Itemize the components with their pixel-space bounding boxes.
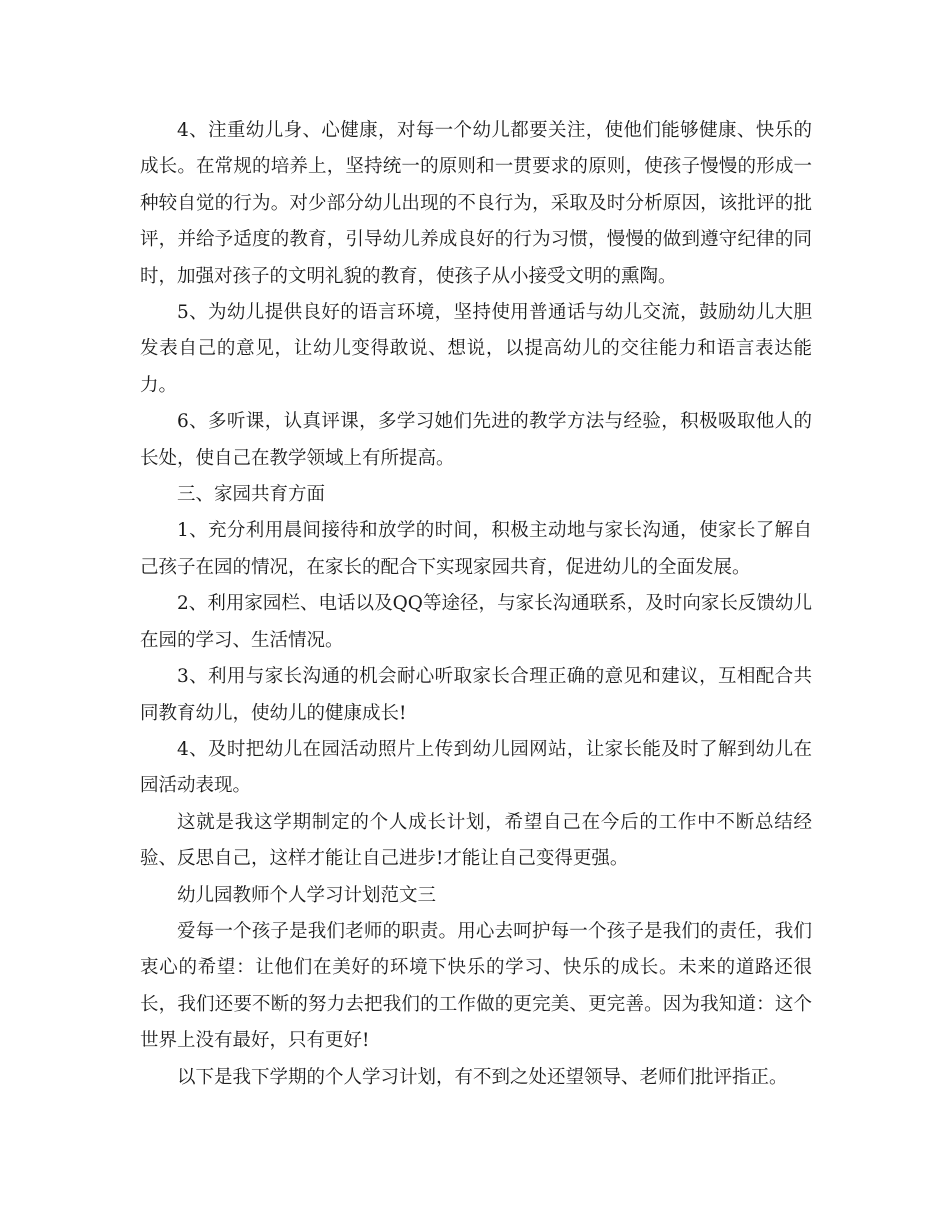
section-heading-home-school: 三、家园共育方面: [177, 484, 326, 506]
paragraph-5-language: 5、为幼儿提供良好的语言环境，坚持使用普通话与幼儿交流，鼓励幼儿大胆发表自己的意见，让幼儿变得敢说、想说，以提高幼儿的交往能力和语言表达能力。: [140, 302, 812, 396]
paragraph-3-listening: 3、利用与家长沟通的机会耐心听取家长合理正确的意见和建议，互相配合共同教育幼儿，使幼儿的健康成长!: [140, 666, 812, 724]
paragraph-love-children: 爱每一个孩子是我们老师的职责。用心去呵护每一个孩子是我们的责任，我们衷心的希望：让他们在美好的环境下快乐的学习、快乐的成长。未来的道路还很长，我们还要不断的努力去把我们的工作做的更完美、更完善。因为我知道：这个世界上没有最好，只有更好!: [140, 920, 812, 1052]
paragraph-4-health: 4、注重幼儿身、心健康，对每一个幼儿都要关注，使他们能够健康、快乐的成长。在常规的培养上，坚持统一的原则和一贯要求的原则，使孩子慢慢的形成一种较自觉的行为。对少部分幼儿出现的不良行为，采取及时分析原因，该批评的批评，并给予适度的教育，引导幼儿养成良好的行为习惯，慢慢的做到遵守纪律的同时，加强对孩子的文明礼貌的教育，使孩子从小接受文明的熏陶。: [140, 120, 812, 287]
paragraph-intro-plan: 以下是我下学期的个人学习计划，有不到之处还望领导、老师们批评指正。: [177, 1066, 788, 1088]
paragraph-summary: 这就是我这学期制定的个人成长计划，希望自己在今后的工作中不断总结经验、反思自己，这样才能让自己进步!才能让自己变得更强。: [140, 811, 812, 870]
paragraph-1-communication: 1、充分利用晨间接待和放学的时间，积极主动地与家长沟通，使家长了解自己孩子在园的情况，在家长的配合下实现家园共育，促进幼儿的全面发展。: [140, 520, 812, 578]
section-heading-sample-three: 幼儿园教师个人学习计划范文三: [177, 884, 437, 906]
document-page: [140, 113, 812, 1096]
paragraph-4-photos: 4、及时把幼儿在园活动照片上传到幼儿园网站，让家长能及时了解到幼儿在园活动表现。: [140, 738, 812, 797]
paragraph-6-lessons: 6、多听课，认真评课，多学习她们先进的教学方法与经验，积极吸取他人的长处，使自己在教学领域上有所提高。: [140, 411, 812, 469]
paragraph-2-channels: 2、利用家园栏、电话以及QQ等途径，与家长沟通联系，及时向家长反馈幼儿在园的学习、生活情况。: [140, 593, 812, 651]
